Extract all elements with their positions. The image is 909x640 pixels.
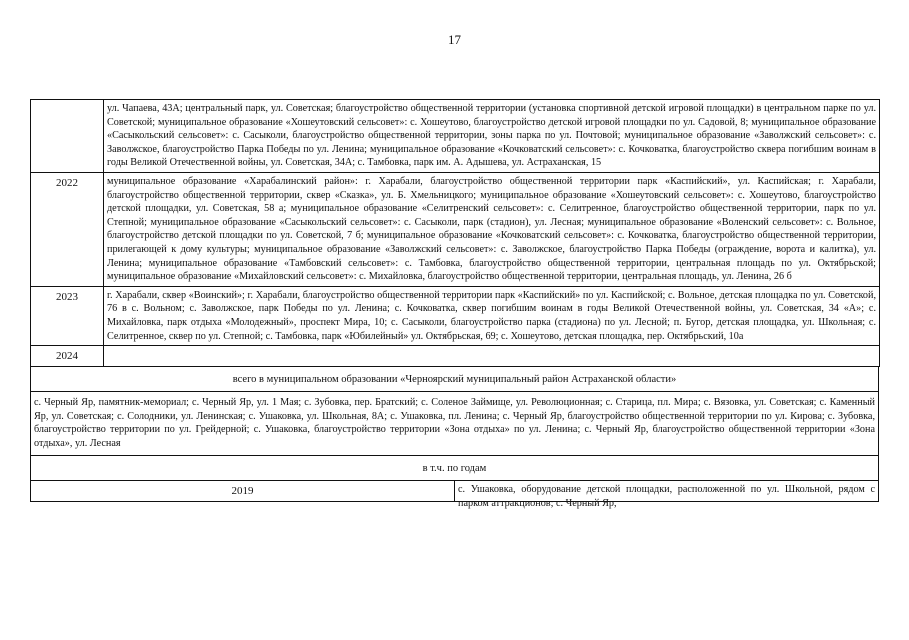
objects-cell: муниципальное образование «Харабалинский район»: г. Харабали, благоустройство общественной территории парк «Каспийский», ул. Каспийская; г. Харабали, благоустройство общественной территории, сквер «Сказка», ул. Б. Хмельницкого; муниципальное образование «Хошеутовский сельсовет»: с. Хошеутово, благоустройство детской площадки, ул. Советская, 58 а; муниципальное образование «Селитренский сельсовет»: с. Селитренное, благоустройство общественной территории, парк по ул. Степной; муниципальное образование «Сасыкольский сельсовет»: с. Сасыколи, парк (стадион), ул. Лесная; муниципальное образование «Воленский сельсовет»: с. Вольное, благоустройство детской площадки по ул. Советской, 7 б; муниципальное образование «Кочковатский сельсовет»: с. Кочковатка, благоустройство общественной территории, прилегающей к дому культуры; муниципальное образование «Заволжский сельсовет»: с. Заволжское, благоустройство Парка Победы (ограждение, ворота и калитка), ул. Ленина; муниципальное образование «Тамбовский сельсовет»: с. Тамбовка, благоустройство общественной территории, центральная площадь по ул. Октябрьской; муниципальное образование «Михайловский сельсовет»: с. Михайловка, благоустройство общественной территории, центральная площадь, ул. Ленина, 26 б xyxy=(104,172,880,286)
year-cell: 2024 xyxy=(31,346,104,367)
objects-cell: г. Харабали, сквер «Воинский»; г. Харабали, благоустройство общественной территории парк «Каспийский» по ул. Каспийской; с. Вольное, детская площадка по ул. Советской, 76 в с. Вольном; с. Заволжское, парк Победы по ул. Ленина; с. Кочковатка, сквер погибшим воинам в годы Великой Отечественной войны, ул. Советская, 34 «А»; с. Михайловка, парк отдыха «Молодежный», проспект Мира, 10; с. Сасыколи, благоустройство парка (стадиона) по ул. Лесной; п. Бугор, детская площадка, ул. Школьная; с. Селитренное, сквер по ул. Степной; с. Тамбовка, парк «Юбилейный» ул. Октябрьская, 69; с. Хошеутово, детская площадка, пер. Октябрьский, 10а xyxy=(104,286,880,345)
table-row xyxy=(31,100,880,173)
by-years-label: в т.ч. по годам xyxy=(31,455,879,481)
year-cell xyxy=(31,100,104,173)
table-district-chernoyar xyxy=(30,366,879,509)
objects-cell xyxy=(455,481,879,509)
year-cell: 2023 xyxy=(31,286,104,345)
table-row xyxy=(31,455,879,481)
table-district-upper xyxy=(30,99,880,367)
objects-cell xyxy=(104,346,880,367)
table-row xyxy=(31,392,879,455)
year-cell: 2022 xyxy=(31,172,104,286)
table-row xyxy=(31,366,879,392)
section-summary: с. Черный Яр, памятник-мемориал; с. Черный Яр, ул. 1 Мая; с. Зубовка, пер. Братский; с. Соленое Займище, ул. Революционная; с. Старица, пл. Мира; с. Вязовка, ул. Советская; с. Каменный Яр, ул. Советская; с. Солодники, ул. Ленинская; с. Ушаковка, ул. Школьная, 8А; с. Ушаковка, пл. Ленина; с. Черный Яр, благоустройство общественной территории по ул. Кирова; с. Зубовка, благоустройство территории по ул. Грейдерной; с. Ушаковка, благоустройство территории «Зона отдыха» по ул. Ленина; с. Черный Яр, благоустройство общественной территории «Зона отдыха», ул. Лесная xyxy=(31,392,879,455)
objects-text: с. Ушаковка, оборудование детской площадки, расположенной по ул. Школьной, рядом с парком аттракционов; с. Черный Яр, xyxy=(458,484,875,509)
table-row xyxy=(31,346,880,367)
objects-cell: ул. Чапаева, 43А; центральный парк, ул. Советская; благоустройство общественной территории (установка спортивной детской игровой площадки) в центральном парке по ул. Советской; муниципальное образование «Хошеутовский сельсовет»: с. Хошеутово, благоустройство детской игровой площадки по ул. Садовой, 8; муниципальное образование «Сасыкольский сельсовет»: с. Сасыколи, благоустройство общественной территории, зоны парка по ул. Почтовой; муниципальное образование «Заволжский сельсовет»: с. Заволжское, благоустройство Парка Победы по ул. Ленина; муниципальное образование «Кочковатский сельсовет»: с. Кочковатка, благоустройство сквера погибшим воинам в годы Великой Отечественной войны, ул. Советская, 34А; с. Тамбовка, парк им. А. Адышева, ул. Астраханская, 15 xyxy=(104,100,880,173)
table-row xyxy=(31,481,879,502)
table-row xyxy=(31,172,880,286)
section-heading: всего в муниципальном образовании «Черноярский муниципальный район Астраханской области» xyxy=(31,366,879,392)
year-cell: 2019 xyxy=(31,481,455,502)
document-table xyxy=(30,99,879,509)
table-row xyxy=(31,286,880,345)
page-number: 17 xyxy=(448,32,461,47)
